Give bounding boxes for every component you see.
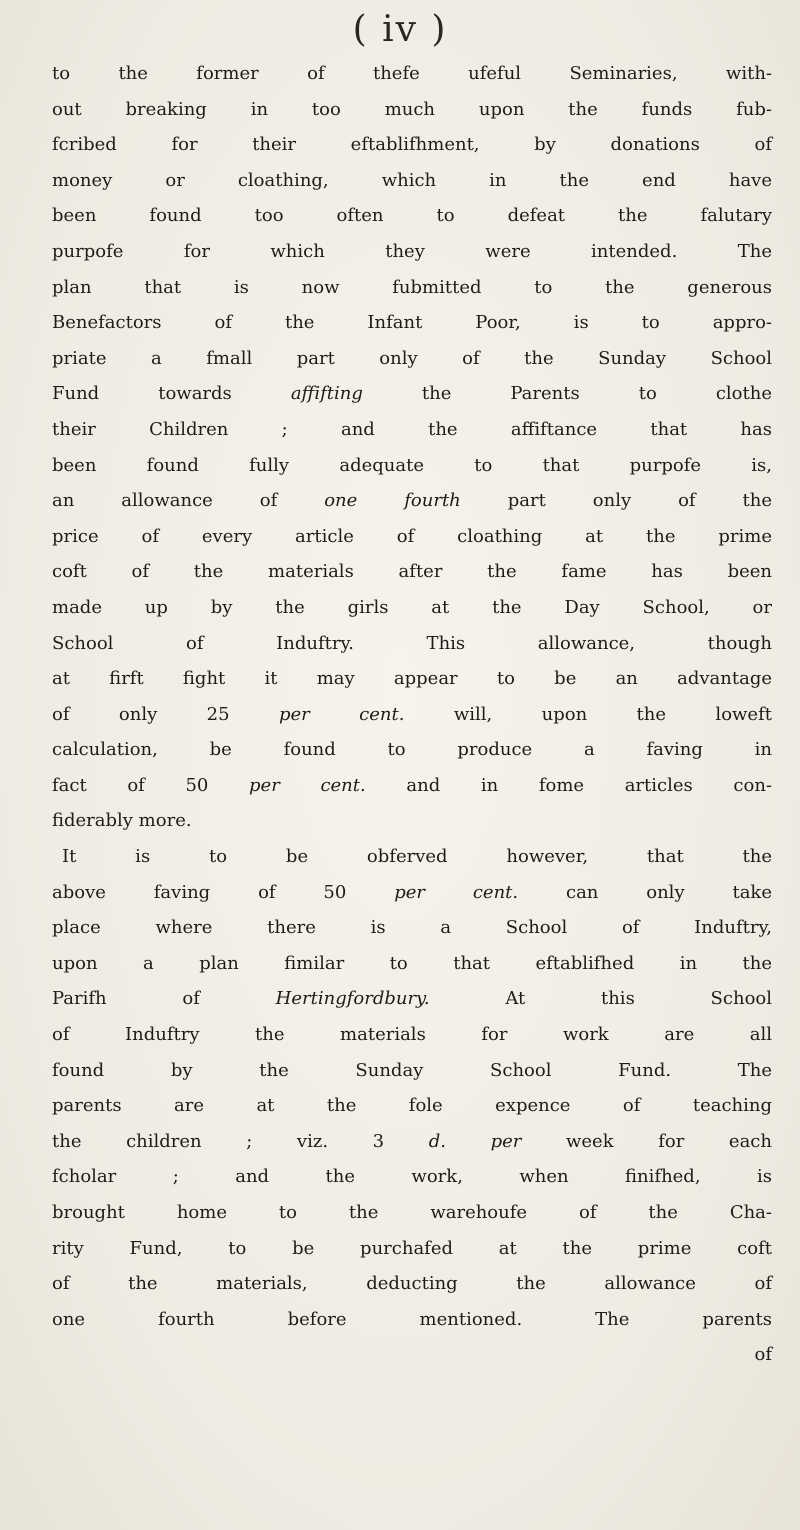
- text-line: rity Fund, to be purchafed at the prime coft: [52, 1237, 772, 1259]
- body-text: [52, 56, 772, 1373]
- text-line: price of every article of cloathing at the prime: [52, 525, 772, 547]
- catchword: of: [754, 1344, 772, 1366]
- text-line: plan that is now fubmitted to the generous: [52, 276, 772, 298]
- text-line: School of Induftry. This allowance, though: [52, 632, 772, 654]
- italic-term: d.: [428, 1130, 446, 1152]
- text-line: Fund towards affifting the Parents to clothe: [52, 383, 772, 405]
- text-line: of Induftry the materials for work are all: [52, 1024, 772, 1046]
- italic-term: one fourth: [324, 490, 461, 512]
- text-line: purpofe for which they were intended. The: [52, 240, 772, 262]
- text-line: their Children ; and the affiftance that has: [52, 418, 772, 440]
- text-line: above faving of 50 per cent. can only take: [52, 881, 772, 903]
- text-line: at firft fight it may appear to be an advantage: [52, 668, 772, 690]
- text-line: of only 25 per cent. will, upon the loweft: [52, 703, 772, 725]
- text-line: Parifh of Hertingfordbury. At this School: [52, 988, 772, 1010]
- italic-term: per cent.: [394, 881, 519, 903]
- text-line: been found too often to defeat the falutary: [52, 205, 772, 227]
- text-line: brought home to the warehoufe of the Cha-: [52, 1202, 772, 1223]
- italic-term: per cent.: [278, 703, 405, 725]
- italic-term: Hertingfordbury.: [275, 988, 430, 1010]
- text-line: parents are at the fole expence of teaching: [52, 1095, 772, 1117]
- text-line: fact of 50 per cent. and in fome articles con-: [52, 774, 772, 796]
- text-line: been found fully adequate to that purpofe is,: [52, 454, 772, 476]
- text-line: one fourth before mentioned. The parents: [52, 1308, 772, 1330]
- text-line: an allowance of one fourth part only of the: [52, 490, 772, 512]
- text-line: the children ; viz. 3 d. per week for each: [52, 1130, 772, 1152]
- italic-term: per: [490, 1130, 522, 1152]
- text-line: priate a fmall part only of the Sunday School: [52, 347, 772, 369]
- text-line: fcribed for their eftablifhment, by donations of: [52, 134, 772, 156]
- page-number-header: ( iv ): [352, 9, 448, 50]
- italic-term: affifting: [290, 383, 363, 405]
- text-line: found by the Sunday School Fund. The: [52, 1059, 772, 1081]
- text-line: upon a plan fimilar to that eftablifhed in the: [52, 952, 772, 974]
- text-line: out breaking in too much upon the funds fub-: [52, 98, 772, 120]
- text-line: fcholar ; and the work, when finifhed, is: [52, 1166, 772, 1188]
- text-line: It is to be obferved however, that the: [62, 846, 772, 868]
- text-line: fiderably more.: [52, 810, 192, 832]
- text-line: of the materials, deducting the allowance of: [52, 1273, 772, 1295]
- text-line: coft of the materials after the fame has been: [52, 561, 772, 583]
- text-line: made up by the girls at the Day School, or: [52, 596, 772, 618]
- italic-term: per cent.: [249, 774, 366, 796]
- text-line: money or cloathing, which in the end have: [52, 169, 772, 191]
- text-line: Benefactors of the Infant Poor, is to appro-: [52, 312, 772, 334]
- text-line: place where there is a School of Induftry,: [52, 917, 772, 939]
- text-line: calculation, be found to produce a faving in: [52, 739, 772, 761]
- text-line: to the former of thefe ufeful Seminaries, with-: [52, 63, 772, 84]
